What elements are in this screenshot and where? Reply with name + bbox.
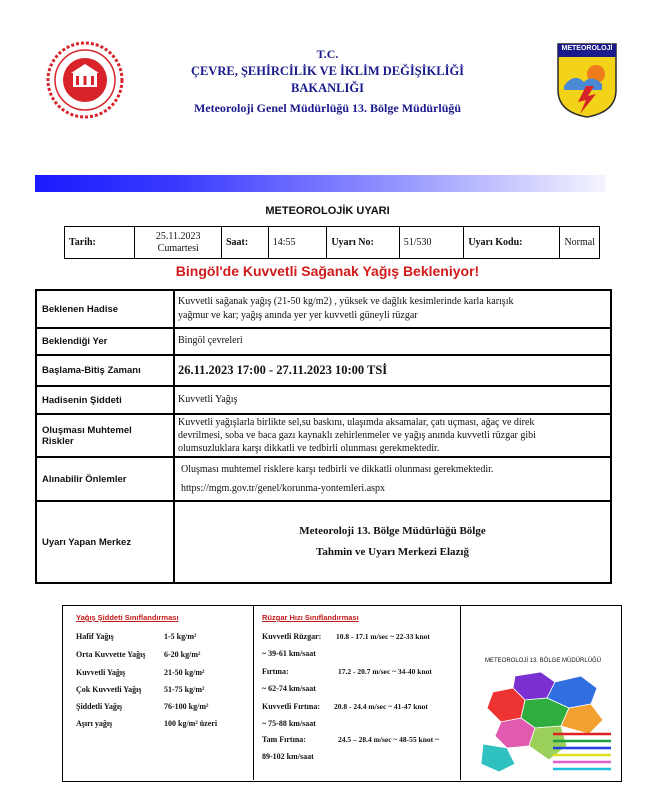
precipitation-class-name: Orta Kuvvette Yağış xyxy=(76,650,146,659)
header-gradient-bar xyxy=(35,175,605,192)
expected-event-value xyxy=(174,290,611,328)
precipitation-class-value: 100 kg/m² üzeri xyxy=(164,719,218,728)
row-time-range xyxy=(36,355,611,386)
measures-label: Alınabilir Önlemler xyxy=(36,457,174,501)
severity-value: Kuvvetli Yağış xyxy=(174,386,611,414)
wind-title: Rüzgar Hızı Sınıflandırması xyxy=(262,613,359,622)
risks-line1: Kuvvetli yağışlarla birlikte sel,su baskını, ulaşımda aksamalar, çatı uçması, ağaç ve direk xyxy=(178,417,535,428)
risks-label-line2: Riskler xyxy=(42,435,74,447)
meteoroloji-logo xyxy=(556,42,618,118)
issuing-center-label: Uyarı Yapan Merkez xyxy=(36,501,174,583)
warning-title: METEOROLOJİK UYARI xyxy=(265,205,390,217)
issuing-center-line2: Tahmin ve Uyarı Merkezi Elazığ xyxy=(316,546,469,558)
warning-details-table xyxy=(35,289,612,584)
time-range-value: 26.11.2023 17:00 - 27.11.2023 10:00 TSİ xyxy=(174,355,611,386)
wind-class-name: Kuvvetli Fırtına: xyxy=(262,702,320,711)
warning-info-table xyxy=(64,226,600,259)
wind-class-value: 10.8 - 17.1 m/sec ~ 22-33 knot xyxy=(336,632,430,641)
wind-class-name: Fırtına: xyxy=(262,667,289,676)
wind-class-kmh: 89-102 km/saat xyxy=(262,752,314,761)
wind-class-value: 20.8 - 24.4 m/sec ~ 41-47 knot xyxy=(334,702,428,711)
row-severity xyxy=(36,386,611,414)
wind-classification xyxy=(253,605,461,780)
region-map-panel xyxy=(459,605,620,780)
precipitation-class-name: Şiddetli Yağış xyxy=(76,702,123,711)
warning-code-label: Uyarı Kodu: xyxy=(464,227,560,259)
wind-class-value: 17.2 - 20.7 m/sec ~ 34-40 knot xyxy=(338,667,432,676)
warning-no-label: Uyarı No: xyxy=(327,227,399,259)
precipitation-class-name: Çok Kuvvetli Yağış xyxy=(76,685,142,694)
wind-class-kmh: ~ 75-88 km/saat xyxy=(262,719,316,728)
warning-code-value: Normal xyxy=(560,227,600,259)
time-value: 14:55 xyxy=(268,227,327,259)
risks-line2: devrilmesi, soba ve baca gazı kaynaklı zehirlenmeler ve yağış anında kuvvetli rüzgar gibi xyxy=(178,430,536,441)
row-expected-place xyxy=(36,328,611,355)
issuing-center-value xyxy=(174,501,611,583)
region-map xyxy=(463,668,615,776)
measures-line1: Oluşması muhtemel risklere karşı tedbirli ve dikkatli olunması gerekmektedir. xyxy=(181,464,494,475)
precipitation-class-name: Hafif Yağış xyxy=(76,632,114,641)
wind-class-name: Kuvvetli Rüzgar: xyxy=(262,632,322,641)
header-directorate: Meteoroloji Genel Müdürlüğü 13. Bölge Müdürlüğü xyxy=(193,101,462,115)
precipitation-class-value: 1-5 kg/m² xyxy=(164,632,197,641)
row-measures xyxy=(36,457,611,501)
date-day: Cumartesi xyxy=(157,242,199,254)
precipitation-class-value: 51-75 kg/m² xyxy=(164,685,205,694)
region-map-title: METEOROLOJİ 13. BÖLGE MÜDÜRLÜĞÜ xyxy=(485,658,602,664)
row-expected-event xyxy=(36,290,611,328)
header-ministry: ÇEVRE, ŞEHİRCİLİK VE İKLİM DEĞİŞİKLİĞİ xyxy=(190,64,465,78)
risks-label xyxy=(36,414,174,457)
warning-headline: Bingöl'de Kuvvetli Sağanak Yağış Bekleniyor! xyxy=(175,263,480,279)
meteoroloji-logo-text: METEOROLOJİ xyxy=(561,45,613,52)
header-bakanlik: BAKANLIĞI xyxy=(291,81,364,95)
risks-line3: olumsuzluklara karşı dikkatli ve tedbirli olunması gerekmektedir. xyxy=(178,443,440,454)
row-issuing-center xyxy=(36,501,611,583)
risks-label-line1: Oluşması Muhtemel xyxy=(42,424,132,436)
date-label: Tarih: xyxy=(65,227,135,259)
precipitation-class-name: Kuvvetli Yağış xyxy=(76,668,126,677)
row-risks xyxy=(36,414,611,457)
time-range-label: Başlama-Bitiş Zamanı xyxy=(36,355,174,386)
wind-class-kmh: ~ 62-74 km/saat xyxy=(262,684,316,693)
time-label: Saat: xyxy=(221,227,268,259)
precipitation-classification xyxy=(62,605,253,780)
date-value: 25.11.2023 xyxy=(155,231,201,242)
measures-value xyxy=(174,457,611,501)
precipitation-class-name: Aşırı yağış xyxy=(76,719,113,728)
expected-event-label: Beklenen Hadise xyxy=(36,290,174,328)
expected-event-line2: yağmur ve kar; yağış anında yer yer kuvvetli güneyli rüzgar xyxy=(178,310,418,321)
expected-place-value: Bingöl çevreleri xyxy=(174,328,611,355)
date-cell xyxy=(135,227,222,259)
precipitation-class-value: 21-50 kg/m² xyxy=(164,668,205,677)
region-teal xyxy=(481,744,515,772)
issuing-center-line1: Meteoroloji 13. Bölge Müdürlüğü Bölge xyxy=(299,525,486,538)
warning-no-value: 51/530 xyxy=(399,227,464,259)
precipitation-title: Yağış Şiddeti Sınıflandırması xyxy=(76,613,179,622)
severity-label: Hadisenin Şiddeti xyxy=(36,386,174,414)
header-tc: T.C. xyxy=(316,47,339,61)
precipitation-class-value: 6-20 kg/m² xyxy=(164,650,201,659)
measures-link[interactable]: https://mgm.gov.tr/genel/korunma-yontemleri.aspx xyxy=(181,483,386,494)
wind-class-value: 24.5 – 28.4 m/sec ~ 48-55 knot ~ xyxy=(338,735,439,744)
wind-class-kmh: ~ 39-61 km/saat xyxy=(262,649,316,658)
expected-event-line1: Kuvvetli sağanak yağış (21-50 kg/m2) , yüksek ve dağlık kesimlerinde karla karışık xyxy=(178,295,514,307)
expected-place-label: Beklendiği Yer xyxy=(36,328,174,355)
risks-value xyxy=(174,414,611,457)
precipitation-class-value: 76-100 kg/m² xyxy=(164,702,209,711)
wind-class-name: Tam Fırtına: xyxy=(262,735,306,744)
